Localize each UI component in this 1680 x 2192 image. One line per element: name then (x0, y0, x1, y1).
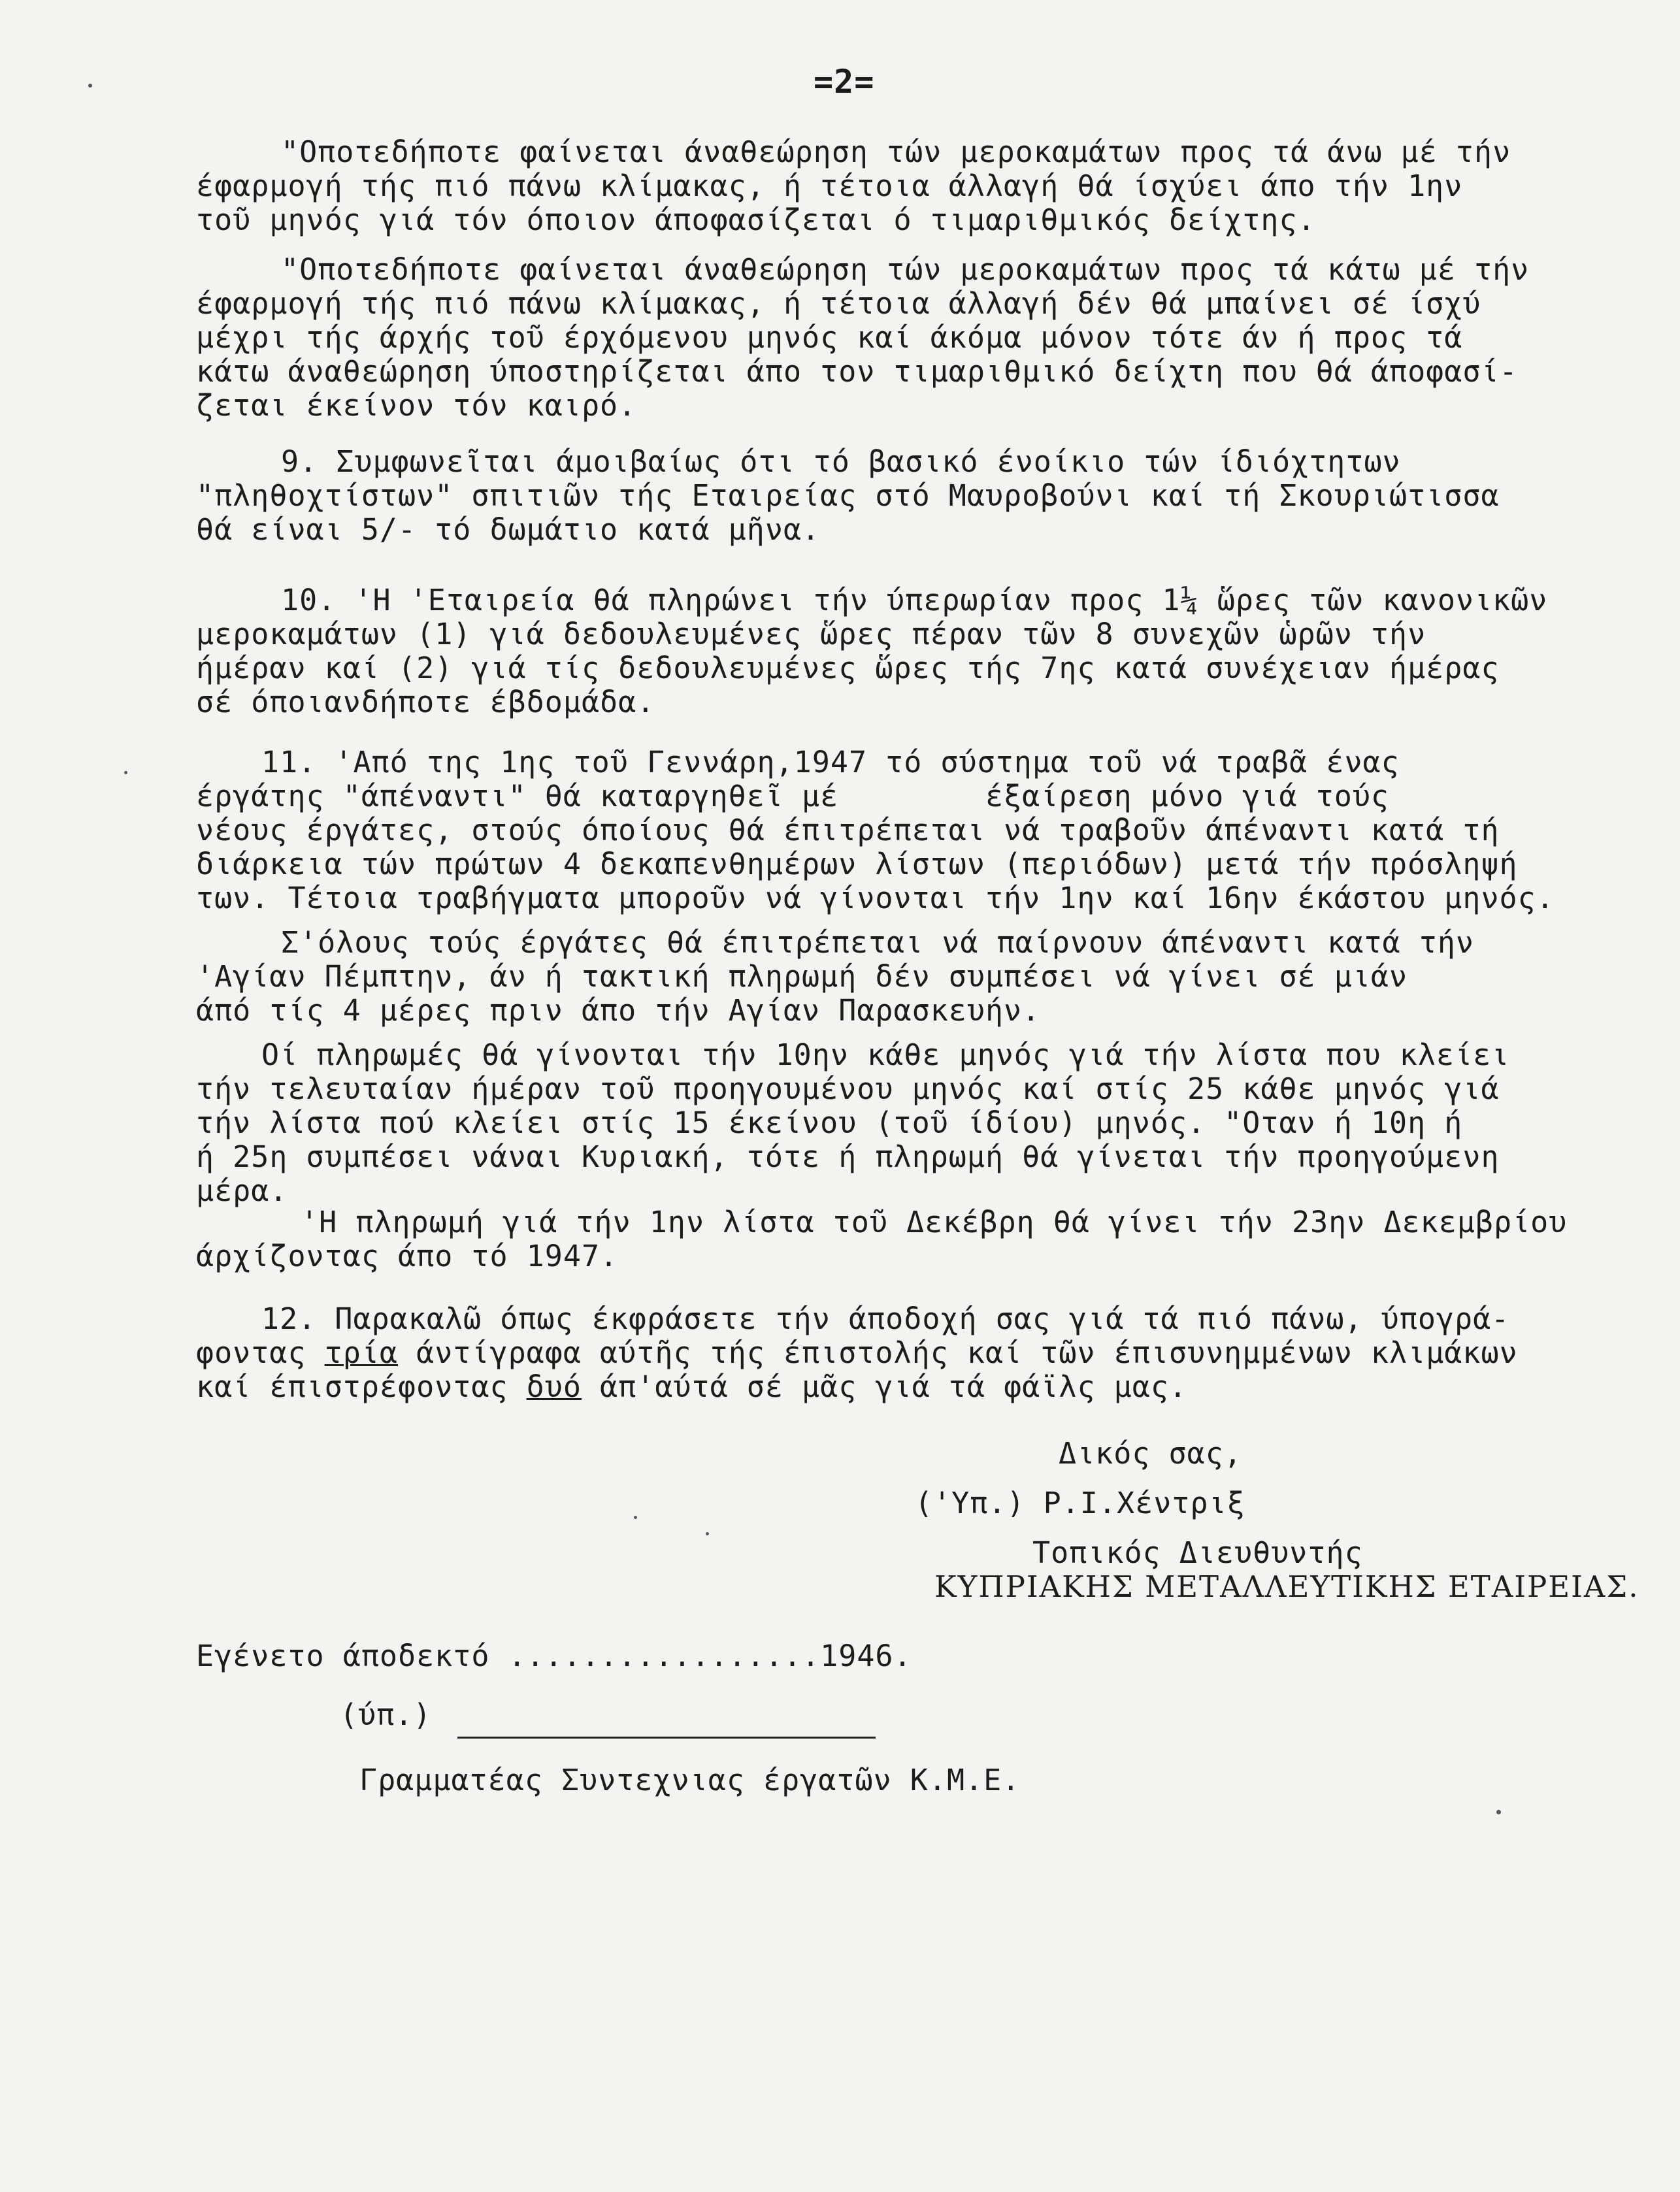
paragraph-payments-line-4: ή 25η συμπέσει νάναι Κυριακή, τότε ή πληρωμή θά γίνεται τήν προηγούμενη (196, 1139, 1500, 1174)
closing-salutation: Δικός σας, (1059, 1436, 1242, 1471)
paragraph-11-line-4: διάρκεια τών πρώτων 4 δεκαπενθημέρων λίστων (περιόδων) μετά τήν πρόσληψή (196, 847, 1518, 881)
paragraph-10-line-2: μεροκαμάτων (1) γιά δεδουλευμένες ὥρες πέραν τῶν 8 συνεχῶν ὡρῶν τήν (196, 617, 1426, 651)
acceptance-signed-label: (ύπ.) (340, 1697, 432, 1732)
page-number: =2= (814, 63, 875, 101)
paragraph-11-line-1: 11. 'Από της 1ης τοῦ Γεννάρη,1947 τό σύστημα τοῦ νά τραβᾶ ένας (261, 745, 1400, 779)
paragraph-9-line-1: 9. Συμφωνεῖται άμοιβαίως ότι τό βασικό ένοίκιο τών ίδιόχτητων (281, 444, 1401, 479)
paragraph-11-line-2: έργάτης "άπέναντι" θά καταργηθεῖ μέ έξαίρεση μόνο γιά τούς (196, 779, 1389, 813)
acceptance-line: Εγένετο άποδεκτό .................1946. (196, 1639, 912, 1673)
paragraph-12-line-1: 12. Παρακαλῶ όπως έκφράσετε τήν άποδοχή σας γιά τά πιό πάνω, ύπογρά- (261, 1301, 1510, 1336)
paragraph-2-line-4: κάτω άναθεώρηση ύποστηρίζεται άπο τον τιμαριθμικό δείχτη που θά άποφασί- (196, 354, 1518, 389)
paragraph-holy-thursday-line-2: 'Αγίαν Πέμπτην, άν ή τακτική πληρωμή δέν συμπέσει νά γίνει σέ μιάν (196, 959, 1408, 994)
paragraph-2-line-3: μέχρι τής άρχής τοῦ έρχόμενου μηνός καί άκόμα μόνον τότε άν ή προς τά (196, 320, 1463, 355)
paragraph-10-line-4: σέ όποιανδήποτε έβδομάδα. (196, 685, 655, 719)
paragraph-9-line-2: "πληθοχτίστων" σπιτιῶν τής Εταιρείας στό Μαυροβούνι καί τή Σκουριώτισσα (196, 478, 1500, 513)
underlined-word: τρία (324, 1335, 399, 1370)
paragraph-payments-line-7: άρχίζοντας άπο τό 1947. (196, 1239, 619, 1273)
scan-speck (1496, 1810, 1501, 1814)
closing-company: ΚΥΠΡΙΑΚΗΣ ΜΕΤΑΛΛΕΥΤΙΚΗΣ ΕΤΑΙΡΕΙΑΣ. (934, 1569, 1639, 1604)
paragraph-11-line-5: των. Τέτοια τραβήγματα μποροῦν νά γίνονται τήν 1ην καί 16ην έκάστου μηνός. (196, 881, 1555, 915)
paragraph-2-line-1: "Οποτεδήποτε φαίνεται άναθεώρηση τών μεροκαμάτων προς τά κάτω μέ τήν (281, 252, 1530, 287)
paragraph-10-line-3: ήμέραν καί (2) γιά τίς δεδουλευμένες ὥρες τής 7ης κατά συνέχειαν ήμέρας (196, 651, 1500, 685)
paragraph-1-line-3: τοῦ μηνός γιά τόν όποιον άποφασίζεται ό τιμαριθμικός δείχτης. (196, 203, 1316, 237)
paragraph-9-line-3: θά είναι 5/- τό δωμάτιο κατά μῆνα. (196, 512, 821, 547)
scan-speck (634, 1516, 637, 1519)
paragraph-payments-line-3: τήν λίστα πού κλείει στίς 15 έκείνου (τοῦ ίδίου) μηνός. "Οταν ή 10η ή (196, 1105, 1463, 1140)
paragraph-payments-line-2: τήν τελευταίαν ήμέραν τοῦ προηγουμένου μηνός καί στίς 25 κάθε μηνός γιά (196, 1071, 1500, 1106)
scan-speck (88, 84, 92, 88)
paragraph-payments-line-5: μέρα. (196, 1173, 288, 1208)
underlined-word: δυό (526, 1369, 582, 1404)
scan-speck (706, 1532, 709, 1535)
paragraph-1-line-2: έφαρμογή τής πιό πάνω κλίμακας, ή τέτοια άλλαγή θά ίσχύει άπο τήν 1ην (196, 169, 1463, 203)
paragraph-12-line-2: φοντας τρία άντίγραφα αύτῆς τής έπιστολής καί τῶν έπισυνημμένων κλιμάκων (196, 1335, 1518, 1370)
closing-signed: ('Υπ.) Ρ.Ι.Χέντριξ (915, 1486, 1245, 1520)
paragraph-payments-line-1: Οί πληρωμές θά γίνονται τήν 10ην κάθε μηνός γιά τήν λίστα που κλείει (261, 1038, 1510, 1072)
paragraph-holy-thursday-line-3: άπό τίς 4 μέρες πριν άπο τήν Αγίαν Παρασκευήν. (196, 993, 1041, 1028)
closing-title: Τοπικός Διευθυντής (1032, 1535, 1363, 1570)
paragraph-12-line-3: καί έπιστρέφοντας δυό άπ'αύτά σέ μᾶς γιά τά φάϊλς μας. (196, 1369, 1187, 1404)
paragraph-2-line-2: έφαρμογή τής πιό πάνω κλίμακας, ή τέτοια άλλαγή δέν θά μπαίνει σέ ίσχύ (196, 286, 1481, 321)
paragraph-holy-thursday-line-1: Σ'όλους τούς έργάτες θά έπιτρέπεται νά παίρνουν άπέναντι κατά τήν (281, 925, 1474, 960)
paragraph-10-line-1: 10. 'Η 'Εταιρεία θά πληρώνει τήν ύπερωρίαν προς 1¼ ὥρες τῶν κανονικῶν (281, 583, 1548, 617)
scan-speck (124, 771, 127, 774)
paragraph-11-line-3: νέους έργάτες, στούς όποίους θά έπιτρέπεται νά τραβοῦν άπέναντι κατά τή (196, 813, 1500, 847)
paragraph-2-line-5: ζεται έκείνον τόν καιρό. (196, 388, 637, 423)
paragraph-payments-line-6: 'Η πληρωμή γιά τήν 1ην λίστα τοῦ Δεκέβρη θά γίνει τήν 23ην Δεκεμβρίου (301, 1205, 1568, 1239)
union-secretary: Γραμματέας Συντεχνιας έργατῶν Κ.Μ.Ε. (359, 1763, 1021, 1797)
paragraph-1-line-1: "Οποτεδήποτε φαίνεται άναθεώρηση τών μεροκαμάτων προς τά άνω μέ τήν (281, 135, 1511, 169)
signature-line (457, 1737, 876, 1739)
